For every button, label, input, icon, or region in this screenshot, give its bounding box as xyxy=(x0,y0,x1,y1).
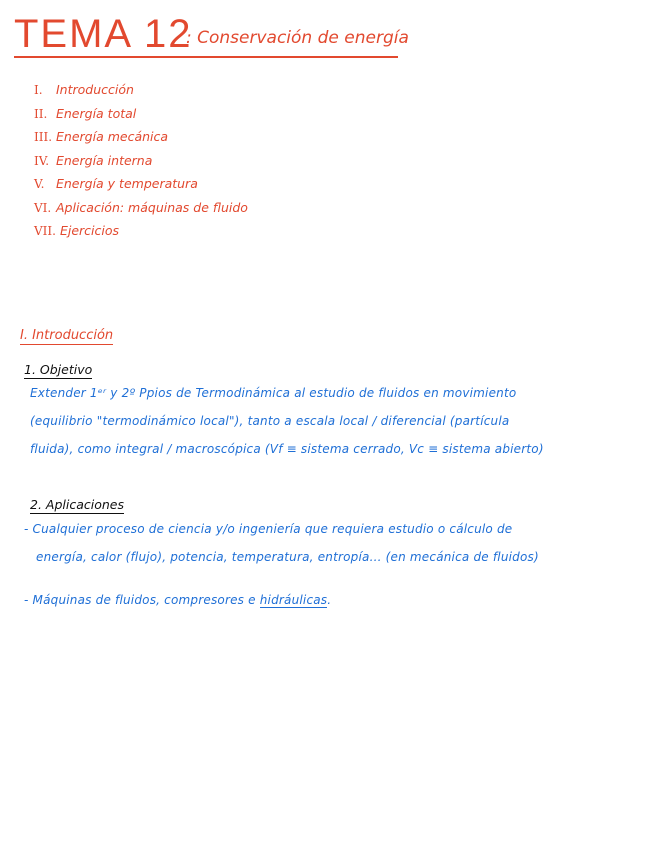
toc-item-4 xyxy=(34,153,248,177)
aplicaciones-underlined-word: hidráulicas xyxy=(259,593,328,607)
toc-item-2 xyxy=(34,106,248,130)
toc-label: Energía y temperatura xyxy=(55,176,198,191)
aplicaciones-line-1: - Cualquier proceso de ciencia y/o ingeniería que requiera estudio o cálculo de xyxy=(24,522,513,536)
toc-label: Ejercicios xyxy=(59,223,120,238)
toc-item-1 xyxy=(34,82,248,106)
toc-item-7 xyxy=(34,223,248,247)
toc-label: Energía total xyxy=(55,105,137,121)
toc-label: Introducción xyxy=(55,82,134,97)
objetivo-line-2: (equilibrio "termodinámico local"), tanto a escala local / diferencial (partícula xyxy=(30,414,510,428)
toc-label: Energía mecánica xyxy=(56,129,169,144)
aplicaciones-line-3-suffix: . xyxy=(327,593,332,607)
title-underline xyxy=(14,56,398,58)
toc-numeral: II. xyxy=(34,106,48,121)
subsection-heading-aplicaciones: 2. Aplicaciones xyxy=(30,497,124,512)
title-main: TEMA 12 xyxy=(14,12,193,56)
toc-item-3 xyxy=(34,129,248,153)
toc-label: Energía interna xyxy=(55,152,153,168)
subsection-heading-objetivo: 1. Objetivo xyxy=(24,362,93,377)
section-heading: I. Introducción xyxy=(20,328,114,343)
toc-numeral: III. xyxy=(34,130,53,144)
page-title xyxy=(14,10,409,58)
aplicaciones-line-3 xyxy=(24,593,331,607)
toc-numeral: VII. xyxy=(34,224,56,238)
objetivo-line-3: fluida), como integral / macroscópica (Vf ≡ sistema cerrado, Vc ≡ sistema abierto) xyxy=(30,442,544,456)
toc-item-6 xyxy=(34,200,248,224)
objetivo-line-1: Extender 1ᵉʳ y 2º Ppios de Termodinámica al estudio de fluidos en movimiento xyxy=(30,386,517,400)
toc-label: Aplicación: máquinas de fluido xyxy=(55,199,248,215)
toc-item-5 xyxy=(34,176,248,200)
toc-numeral: VI. xyxy=(34,200,52,215)
toc-numeral: V. xyxy=(34,177,45,191)
aplicaciones-line-2: energía, calor (flujo), potencia, temperatura, entropía... (en mecánica de fluidos) xyxy=(36,550,539,564)
title-subtitle: : Conservación de energía xyxy=(186,28,409,48)
aplicaciones-line-3-prefix: - Máquinas de fluidos, compresores e xyxy=(24,593,260,607)
toc-numeral: IV. xyxy=(34,153,50,168)
toc-numeral: I. xyxy=(34,83,43,97)
table-of-contents xyxy=(34,82,248,247)
